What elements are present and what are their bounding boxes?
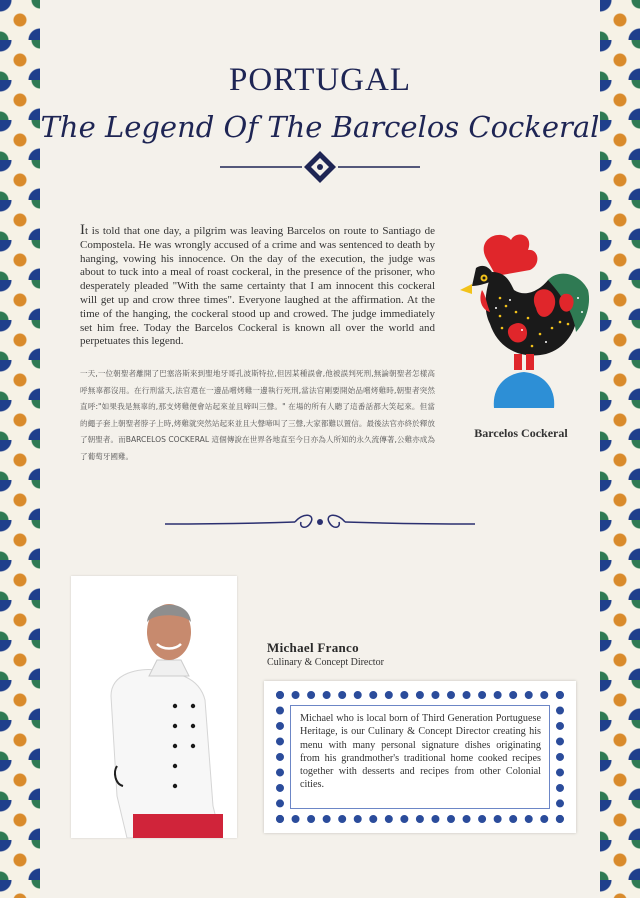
divider-ornament (220, 149, 420, 185)
page-title: PORTUGAL (228, 62, 412, 98)
chef-name: Michael Franco (267, 640, 359, 655)
chef-photo (71, 576, 237, 838)
story-text-en: t is told that one day, a pilgrim was leaving Barcelos on route to Santiago de Compostela. He was wrongly accused of a crime and was sentenced to death by hanging, vowing his innocence. On the day of the execution, the judge was about to tuck into a meal of roast cockeral, in the presence of the prisoner, who desperately pleaded "With the same certainty that I am innocent this cockeral will get up and crow three times". Everyone laughed at the affirmation. At the time of the hanging, the cockeral stood up and crowed. The judge immediately set him free. Today the Barcelos Cockeral is known all over the world and perpetuates this legend. (80, 225, 435, 348)
chef-bio: Michael who is local born of Third Generation Portuguese Heritage, is our Culinary & Concept Director creating his menu with many personal signature dishes originating from his grandmother's traditional home cooked recipes together with desserts and recipes from other Colonial cities. (300, 713, 541, 791)
drop-cap: I (80, 222, 85, 238)
legend-story-english (80, 224, 435, 349)
page-subtitle: The Legend Of The Barcelos Cockeral (40, 110, 600, 144)
flourish-divider (165, 510, 475, 534)
barcelos-rooster-icon (456, 228, 594, 414)
chef-role: Culinary & Concept Director (267, 657, 384, 668)
azulejo-border-left (0, 0, 40, 898)
rooster-caption: Barcelos Cockeral (474, 426, 568, 440)
legend-story-chinese: 一天,一位朝聖者離開了巴塞洛斯來到聖地牙哥孔波斯特拉,但因某種誤會,他被誤判死刑,無論朝聖者怎樣高呼無辜都沒用。在行刑當天,法官還在一邊品嚐烤雞一邊執行死刑,當法官剛要開始品嚐烤雞時,朝聖者突然直呼:"如果我是無辜的,那支烤雞便會站起來並且啼叫三聲。" 在場的所有人聽了這番話都大笑起來。但當的繩子套上朝聖者脖子上時,烤雞就突然站起來並且大聲啼叫了三聲,大家都難以置信。最後法官亦終於釋放了朝聖者。而BARCELOS COCKERAL 這個傳說在世界各地直至今日亦為人所知的永久流傳著,公雞亦成為了葡萄牙國雞。 (80, 369, 435, 461)
chef-portrait-image (71, 576, 237, 838)
azulejo-border-right (600, 0, 640, 898)
